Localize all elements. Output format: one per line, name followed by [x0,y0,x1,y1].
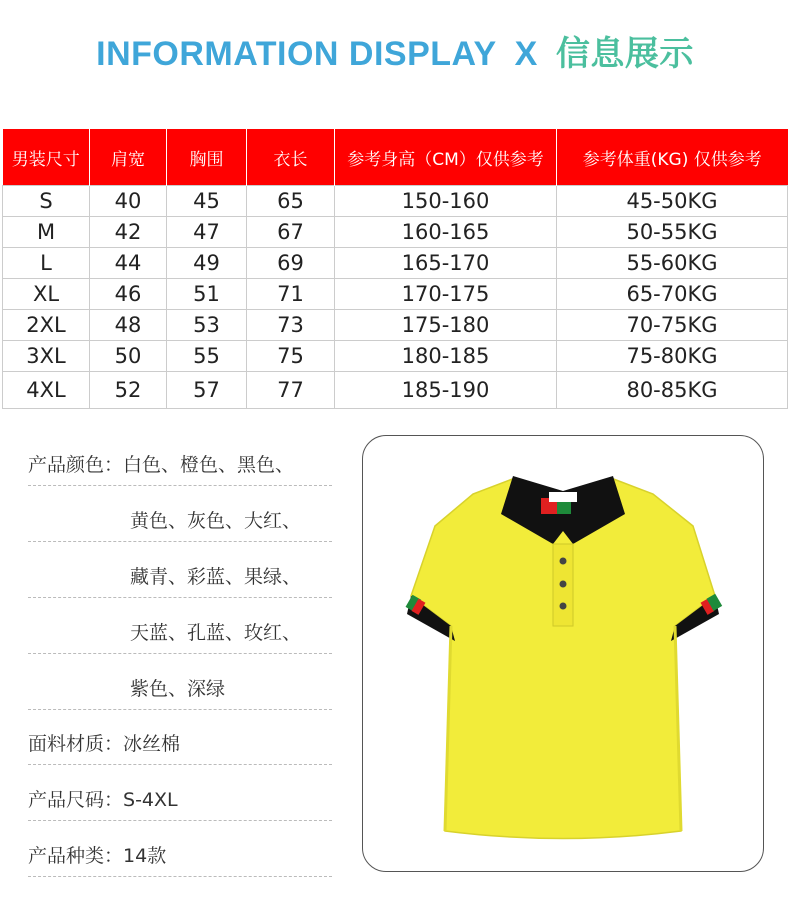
cell-weight: 70-75KG [557,310,788,341]
table-row [3,310,788,341]
spec-colors-line-2: 黄色、灰色、大红、 [130,510,302,532]
cell-length: 71 [247,279,335,310]
table-row [3,341,788,372]
table-row [3,248,788,279]
spec-material-value: 冰丝棉 [123,733,181,755]
cell-size: 4XL [3,372,90,409]
cell-shoulder: 48 [90,310,167,341]
size-chart-table [2,129,788,409]
cell-height: 185-190 [335,372,557,409]
header-separator: X [514,35,538,73]
header-weight: 参考体重(KG) 仅供参考 [557,129,788,186]
spec-colors-line-4: 天蓝、孔蓝、玫红、 [130,622,302,644]
cell-chest: 47 [167,217,247,248]
cell-shoulder: 46 [90,279,167,310]
polo-shirt-image [363,436,763,871]
page-header [0,26,790,75]
spec-styles [28,841,332,877]
cell-chest: 53 [167,310,247,341]
spec-styles-label: 产品种类： [28,845,124,867]
cell-shoulder: 52 [90,372,167,409]
spec-colors [28,450,332,486]
cell-height: 180-185 [335,341,557,372]
cell-shoulder: 42 [90,217,167,248]
size-chart-header-row [3,129,788,186]
spec-size [28,785,332,821]
cell-weight: 80-85KG [557,372,788,409]
table-row [3,186,788,217]
cell-length: 67 [247,217,335,248]
header-english: INFORMATION DISPLAY [96,35,497,73]
cell-weight: 65-70KG [557,279,788,310]
cell-chest: 57 [167,372,247,409]
table-row [3,372,788,409]
cell-length: 69 [247,248,335,279]
cell-size: 3XL [3,341,90,372]
spec-colors-continued [28,674,332,710]
cell-chest: 55 [167,341,247,372]
cell-weight: 45-50KG [557,186,788,217]
table-row [3,279,788,310]
product-photo-frame [362,435,764,872]
header-shoulder: 肩宽 [90,129,167,186]
spec-colors-continued [28,506,332,542]
header-length: 衣长 [247,129,335,186]
table-row [3,217,788,248]
cell-size: L [3,248,90,279]
cell-size: 2XL [3,310,90,341]
cell-weight: 75-80KG [557,341,788,372]
cell-length: 73 [247,310,335,341]
header-chinese: 信息展示 [555,34,694,74]
cell-height: 150-160 [335,186,557,217]
cell-size: M [3,217,90,248]
cell-shoulder: 50 [90,341,167,372]
cell-length: 75 [247,341,335,372]
cell-weight: 55-60KG [557,248,788,279]
cell-length: 65 [247,186,335,217]
spec-colors-line-3: 藏青、彩蓝、果绿、 [130,566,302,588]
cell-length: 77 [247,372,335,409]
cell-shoulder: 44 [90,248,167,279]
cell-height: 160-165 [335,217,557,248]
cell-size: S [3,186,90,217]
cell-chest: 45 [167,186,247,217]
spec-material-label: 面料材质： [28,733,124,755]
spec-colors-continued [28,618,332,654]
spec-colors-line-1: 白色、橙色、黑色、 [123,454,295,476]
header-chest: 胸围 [167,129,247,186]
cell-chest: 51 [167,279,247,310]
cell-chest: 49 [167,248,247,279]
spec-size-label: 产品尺码： [28,789,124,811]
spec-styles-value: 14款 [123,845,167,867]
spec-colors-line-5: 紫色、深绿 [130,678,226,700]
cell-height: 175-180 [335,310,557,341]
spec-material [28,729,332,765]
cell-shoulder: 40 [90,186,167,217]
spec-colors-continued [28,562,332,598]
cell-size: XL [3,279,90,310]
cell-weight: 50-55KG [557,217,788,248]
spec-colors-label: 产品颜色： [28,454,124,476]
spec-size-value: S-4XL [123,789,178,811]
header-size: 男装尺寸 [3,129,90,186]
cell-height: 170-175 [335,279,557,310]
cell-height: 165-170 [335,248,557,279]
header-height: 参考身高（CM）仅供参考 [335,129,557,186]
